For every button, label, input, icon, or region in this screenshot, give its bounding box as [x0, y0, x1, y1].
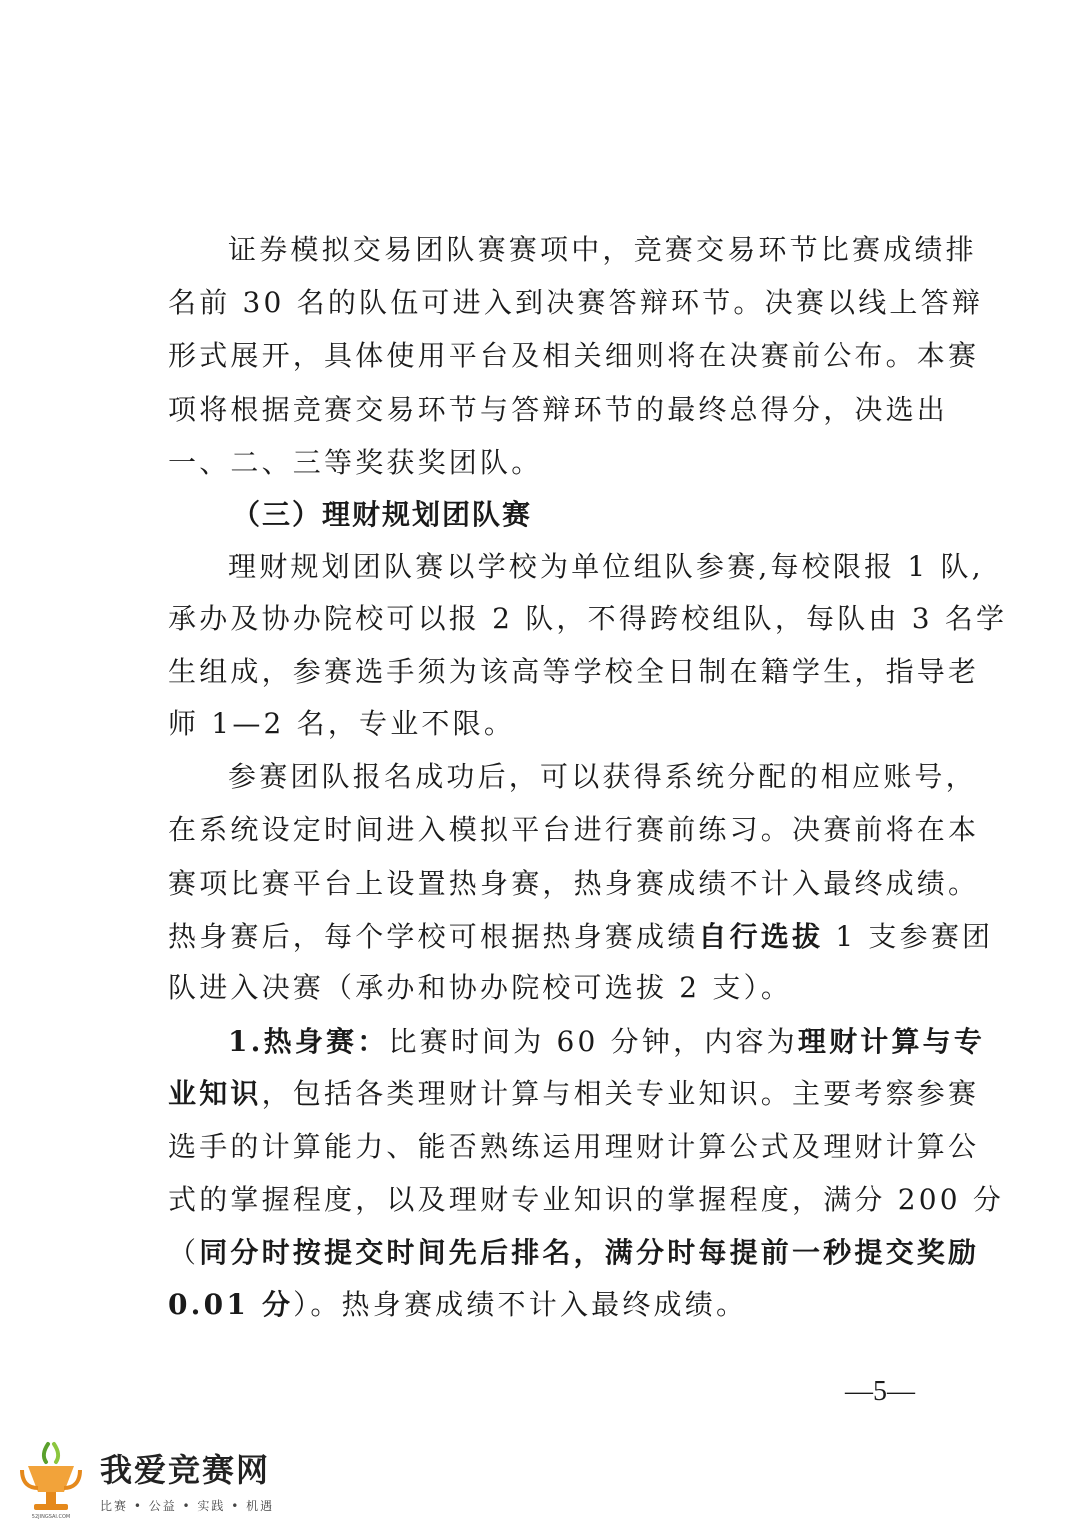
bold-text-run: 0.01 分 — [168, 1288, 294, 1321]
paragraph-line — [168, 1074, 980, 1114]
paragraph-line: 队进入决赛（承办和协办院校可选拔 2 支）。 — [168, 971, 793, 1004]
text-run: 热身赛后，每个学校可根据热身赛成绩 — [168, 920, 699, 953]
bold-text-run: 业知识 — [168, 1077, 262, 1110]
bold-text-run: 1.热身赛： — [228, 1025, 389, 1058]
paragraph-line: 在系统设定时间进入模拟平台进行赛前练习。决赛前将在本 — [168, 813, 980, 846]
paragraph-line: 赛项比赛平台上设置热身赛，热身赛成绩不计入最终成绩。 — [168, 867, 980, 900]
paragraph-line — [228, 1022, 986, 1062]
paragraph-line: 参赛团队报名成功后，可以获得系统分配的相应账号， — [228, 760, 977, 793]
paragraph-line — [168, 1233, 980, 1273]
paragraph-line: 选手的计算能力、能否熟练运用理财计算公式及理财计算公 — [168, 1130, 980, 1163]
paragraph-line — [168, 1285, 928, 1325]
text-run: 比赛时间为 60 分钟，内容为 — [388, 1025, 798, 1058]
bold-text-run: 自行选拔 — [698, 920, 824, 953]
paragraph-line: 师 1—2 名，专业不限。 — [168, 707, 516, 740]
page-number: —5— — [845, 1376, 915, 1407]
paragraph-line: 理财规划团队赛以学校为单位组队参赛,每校限报 1 队, — [228, 550, 984, 583]
paragraph-line: 承办及协办院校可以报 2 队，不得跨校组队，每队由 3 名学 — [168, 602, 1008, 635]
section-heading: （三）理财规划团队赛 — [232, 498, 533, 531]
bold-text-run: 理财计算与专 — [797, 1025, 986, 1058]
text-run: （ — [168, 1236, 200, 1269]
paragraph-line: 名前 30 名的队伍可进入到决赛答辩环节。决赛以线上答辩 — [168, 286, 984, 319]
paragraph-line: 一、二、三等奖获奖团队。 — [168, 446, 543, 479]
paragraph-line: 形式展开，具体使用平台及相关细则将在决赛前公布。本赛 — [168, 339, 980, 372]
text-run: ）。热身赛成绩不计入最终成绩。 — [293, 1288, 748, 1321]
paragraph-line: 生组成，参赛选手须为该高等学校全日制在籍学生，指导老 — [168, 655, 980, 688]
paragraph-line — [168, 917, 994, 957]
paragraph-line: 证券模拟交易团队赛赛项中，竞赛交易环节比赛成绩排 — [228, 233, 977, 266]
logo-text: 52JINGSAI.COM — [31, 1514, 71, 1520]
paragraph-line: 项将根据竞赛交易环节与答辩环节的最终总得分，决选出 — [168, 393, 949, 426]
watermark — [18, 1440, 278, 1520]
watermark-tagline: 比赛 • 公益 • 实践 • 机遇 — [100, 1499, 275, 1513]
bold-text-run: 同分时按提交时间先后排名，满分时每提前一秒提交奖励 — [199, 1236, 980, 1269]
text-run: ，包括各类理财计算与相关专业知识。主要考察参赛 — [261, 1077, 980, 1110]
text-run: 1 支参赛团 — [823, 920, 994, 953]
watermark-title: 我爱竞赛网 — [100, 1451, 271, 1489]
paragraph-line: 式的掌握程度，以及理财专业知识的掌握程度，满分 200 分 — [168, 1183, 1005, 1216]
trophy-logo-icon — [18, 1440, 84, 1520]
